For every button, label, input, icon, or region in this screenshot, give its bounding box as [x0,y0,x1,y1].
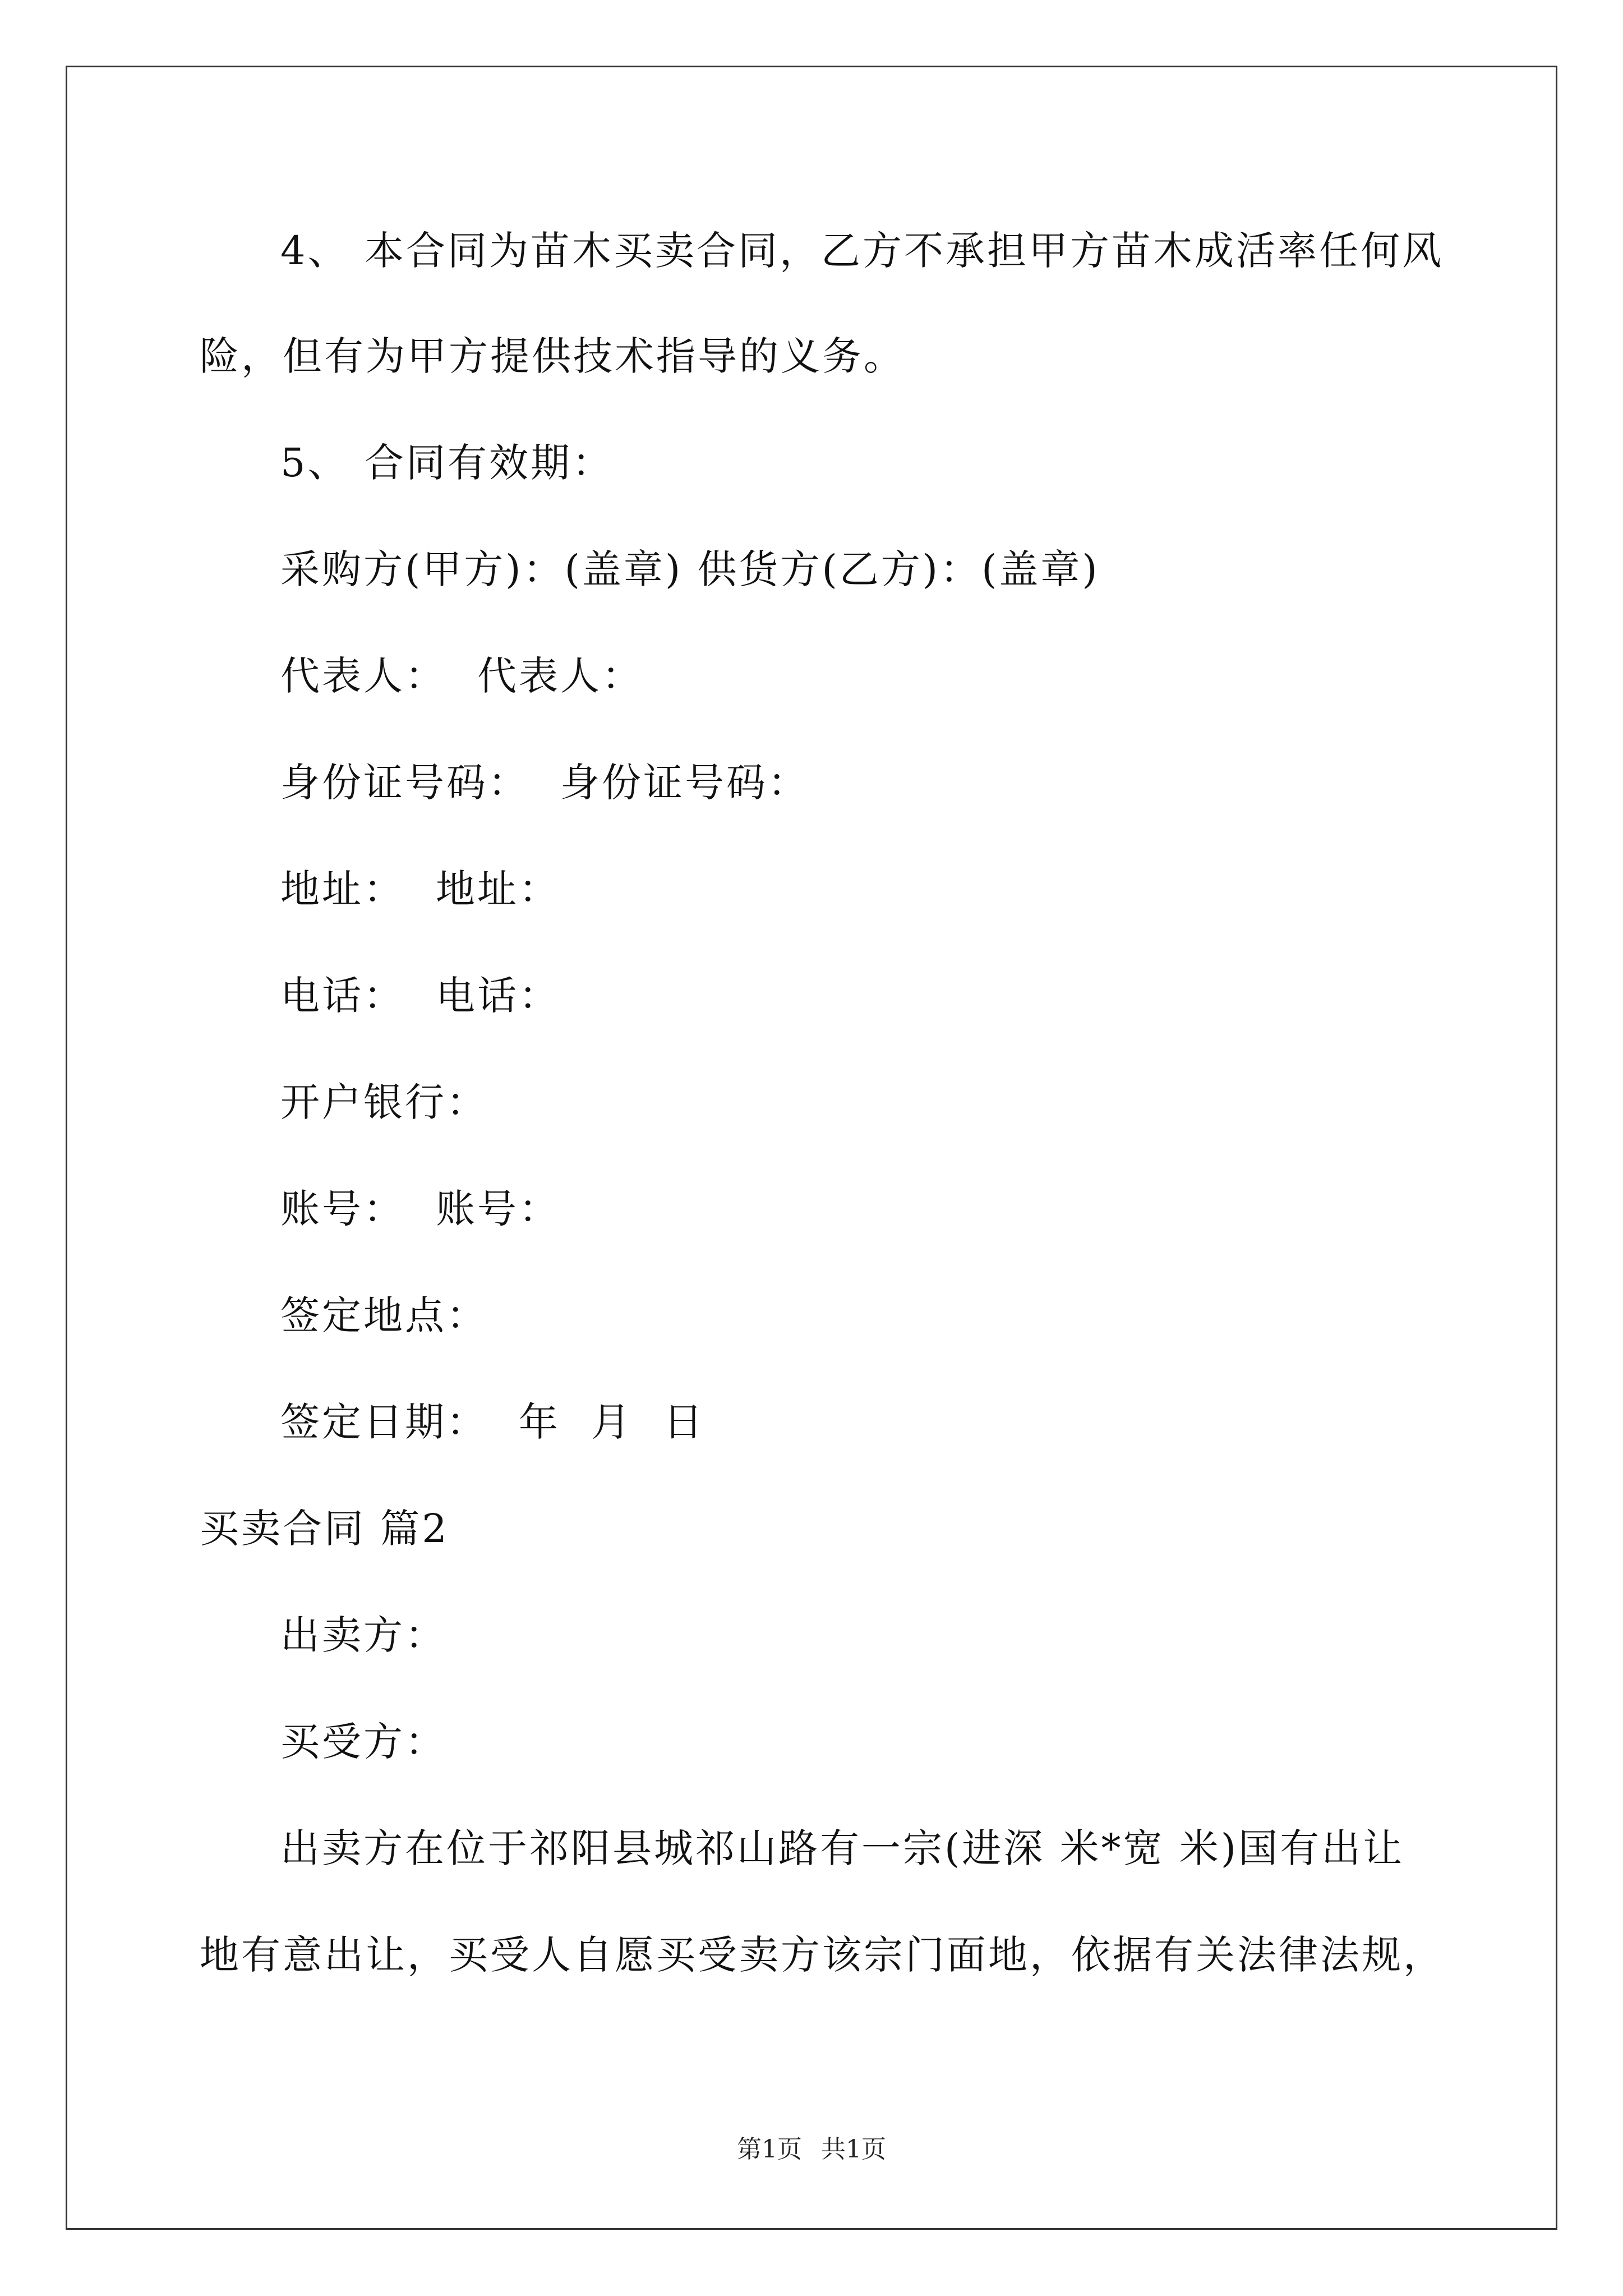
paragraph-line-2: 地有意出让，买受人自愿买受卖方该宗门面地，依据有关法律法规， [200,1932,1445,1978]
clause-4 [280,228,1444,274]
paragraph-line-1: 出卖方在位于祁阳县城祁山路有一宗(进深 米*宽 米)国有出让 [280,1825,1405,1871]
day-label: 日 [663,1399,705,1445]
clause-text: 本合同为苗木买卖合同，乙方不承担甲方苗木成活率任何风 [365,228,1444,274]
party-a-representative-label: 代表人： [280,653,446,699]
bank-line: 开户银行： [280,1079,488,1125]
buyer-line: 买受方： [280,1719,446,1765]
party-a-phone-label: 电话： [280,973,405,1019]
sign-date-line [280,1399,705,1445]
phone-line [280,973,560,1019]
page-footer [0,2129,1623,2165]
party-a-account-label: 账号： [280,1186,405,1232]
representative-line [280,653,643,699]
party-b-account-label: 账号： [436,1186,560,1232]
clause-5 [280,440,614,486]
party-a-id-label: 身份证号码： [280,760,529,806]
party-b-id-label: 身份证号码： [560,760,809,806]
page-border [66,66,1557,2230]
sign-date-label: 签定日期： [280,1399,488,1445]
page-total: 共1页 [821,2135,886,2164]
sign-place-line: 签定地点： [280,1292,488,1338]
party-b-phone-label: 电话： [436,973,560,1019]
account-line [280,1186,560,1232]
year-label: 年 [519,1399,560,1445]
seller-line: 出卖方： [280,1612,446,1658]
signature-parties: 采购方(甲方)：(盖章) 供货方(乙方)：(盖章) [280,546,1100,592]
clause-number: 4、 [280,228,349,274]
party-a-address-label: 地址： [280,866,405,912]
party-b-representative-label: 代表人： [477,653,643,699]
clause-4-continuation: 险，但有为甲方提供技术指导的义务。 [200,333,905,379]
party-b-address-label: 地址： [436,866,560,912]
month-label: 月 [591,1399,633,1445]
clause-text: 合同有效期： [365,440,614,486]
id-number-line [280,760,809,806]
address-line [280,866,560,912]
clause-number: 5、 [280,440,349,486]
page-number: 第1页 [737,2135,802,2164]
section-heading: 买卖合同 篇2 [200,1506,449,1552]
